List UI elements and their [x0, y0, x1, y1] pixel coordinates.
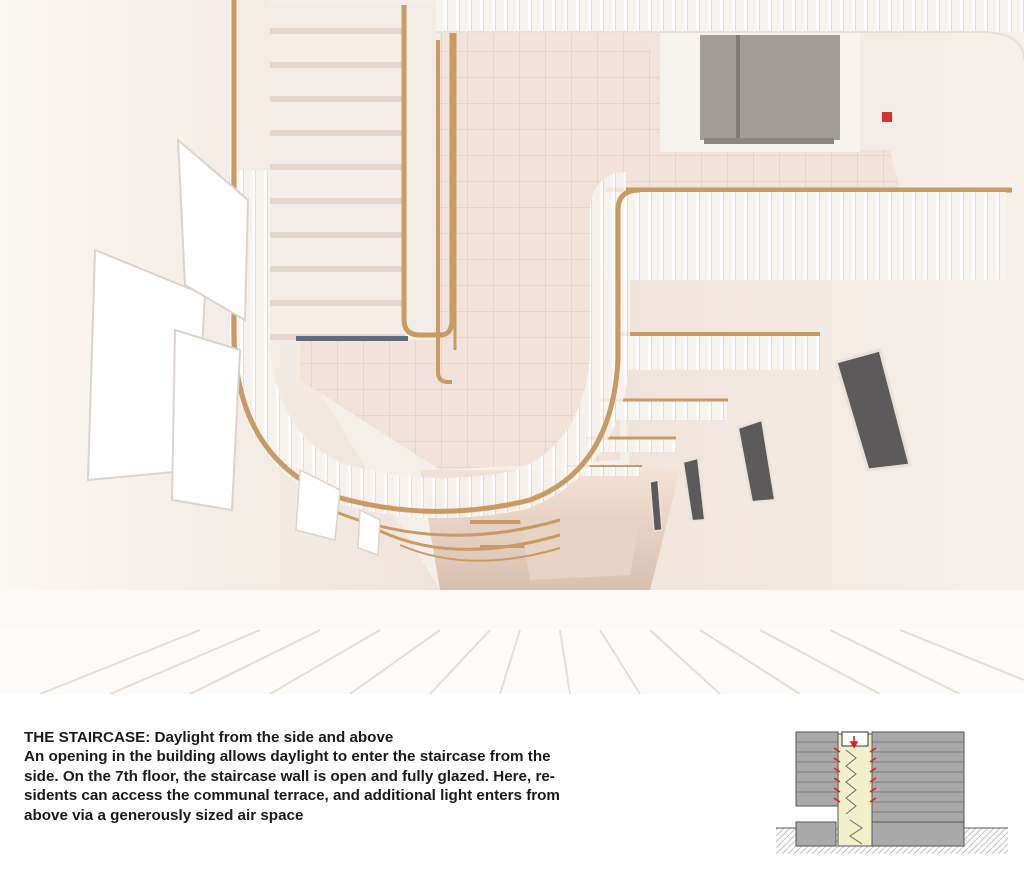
- caption-body-line: An opening in the building allows daylight to enter the staircase from the: [24, 748, 551, 766]
- caption-body-line: above via a generously sized air space: [24, 806, 304, 824]
- building-section-diagram: [776, 728, 1008, 856]
- caption-title-text: Daylight from the side and above: [150, 729, 394, 746]
- caption-body-line: side. On the 7th floor, the staircase wall is open and fully glazed. Here, re-: [24, 767, 555, 785]
- caption-body-line: sidents can access the communal terrace, and additional light enters from: [24, 787, 560, 805]
- caption-title-label: THE STAIRCASE:: [24, 729, 151, 746]
- caption: [24, 728, 664, 825]
